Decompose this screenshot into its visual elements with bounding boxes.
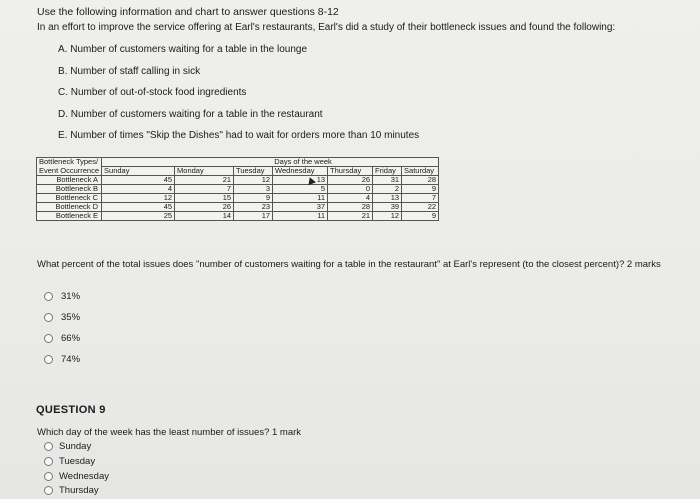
table-cell: 26 [328, 176, 373, 185]
table-cell: 7 [175, 185, 234, 194]
table-cell: 11 [273, 212, 328, 221]
table-corner-header: Bottleneck Types/ [37, 158, 102, 167]
answer-option-35[interactable] [44, 312, 80, 323]
question-9-text: Which day of the week has the least number of issues? 1 mark [37, 427, 302, 438]
answer-option-tuesday[interactable] [44, 456, 95, 467]
table-corner-subheader: Event Occurrence [37, 167, 102, 176]
column-header: Wednesday [273, 167, 328, 176]
answer-option-thursday[interactable] [44, 485, 99, 496]
radio-button[interactable] [44, 442, 53, 451]
table-row [37, 212, 439, 221]
answer-option-sunday[interactable] [44, 441, 91, 452]
table-cell: 5 [273, 185, 328, 194]
option-label: Wednesday [59, 471, 109, 482]
option-label: Thursday [59, 485, 99, 496]
table-cell: 0 [328, 185, 373, 194]
table-cell: 12 [373, 212, 402, 221]
table-cell: 17 [234, 212, 273, 221]
radio-button[interactable] [44, 472, 53, 481]
option-label: 31% [61, 291, 81, 302]
option-label: 66% [61, 333, 81, 344]
table-cell: 21 [175, 176, 234, 185]
option-label: 35% [61, 312, 81, 323]
table-cell [273, 176, 328, 185]
radio-button[interactable] [44, 292, 53, 301]
table-cell: 14 [175, 212, 234, 221]
radio-button[interactable] [44, 457, 53, 466]
row-label: Bottleneck C [37, 194, 102, 203]
radio-button[interactable] [44, 313, 53, 322]
column-header: Saturday [402, 167, 439, 176]
radio-button[interactable] [44, 355, 53, 364]
table-cell: 13 [373, 194, 402, 203]
table-cell: 9 [402, 212, 439, 221]
table-cell: 28 [402, 176, 439, 185]
column-header: Thursday [328, 167, 373, 176]
instructions-line-1: Use the following information and chart to answer questions 8-12 [37, 6, 339, 18]
column-header: Friday [373, 167, 402, 176]
answer-option-wednesday[interactable] [44, 471, 109, 482]
option-label: Sunday [59, 441, 92, 452]
answer-option-74[interactable] [44, 354, 80, 365]
option-label: Tuesday [59, 456, 96, 467]
list-item: B. Number of staff calling in sick [58, 66, 201, 77]
table-cell-value: 13 [316, 175, 326, 184]
list-item: C. Number of out-of-stock food ingredients [58, 87, 247, 98]
radio-button[interactable] [44, 334, 53, 343]
column-header: Monday [175, 167, 234, 176]
table-cell: 22 [402, 203, 439, 212]
table-cell: 21 [328, 212, 373, 221]
list-item: A. Number of customers waiting for a table in the lounge [58, 44, 308, 55]
table-cell: 2 [373, 185, 402, 194]
table-cell: 45 [102, 203, 175, 212]
table-cell: 26 [175, 203, 234, 212]
row-label: Bottleneck A [37, 176, 102, 185]
option-label: 74% [61, 354, 81, 365]
table-cell: 28 [328, 203, 373, 212]
instructions-line-2: In an effort to improve the service offering at Earl's restaurants, Earl's did a study of their bottleneck issues and found the following: [37, 22, 616, 33]
question-8-text: What percent of the total issues does "number of customers waiting for a table in the restaurant" at Earl's represent (to the closest percent)? 2 marks [37, 259, 661, 270]
table-cell: 37 [273, 203, 328, 212]
table-cell: 9 [402, 185, 439, 194]
table-cell: 31 [373, 176, 402, 185]
table-cell: 12 [102, 194, 175, 203]
column-header: Tuesday [234, 167, 273, 176]
table-cell: 3 [234, 185, 273, 194]
answer-option-31[interactable] [44, 291, 80, 302]
table-cell: 25 [102, 212, 175, 221]
table-cell: 45 [102, 176, 175, 185]
table-cell: 23 [234, 203, 273, 212]
row-label: Bottleneck E [37, 212, 102, 221]
bottleneck-table [36, 157, 439, 221]
list-item: D. Number of customers waiting for a table in the restaurant [58, 109, 323, 120]
table-cell: 9 [234, 194, 273, 203]
row-label: Bottleneck B [37, 185, 102, 194]
question-9-heading: QUESTION 9 [36, 404, 106, 416]
table-cell: 4 [102, 185, 175, 194]
list-item: E. Number of times "Skip the Dishes" had to wait for orders more than 10 minutes [58, 130, 420, 141]
radio-button[interactable] [44, 486, 53, 495]
table-cell: 4 [328, 194, 373, 203]
answer-option-66[interactable] [44, 333, 80, 344]
table-cell: 15 [175, 194, 234, 203]
row-label: Bottleneck D [37, 203, 102, 212]
table-cell: 12 [234, 176, 273, 185]
days-of-week-header: Days of the week [234, 158, 373, 167]
column-header: Sunday [102, 167, 175, 176]
mouse-cursor-icon [306, 175, 316, 184]
table-cell: 11 [273, 194, 328, 203]
table-cell: 39 [373, 203, 402, 212]
table-cell: 7 [402, 194, 439, 203]
